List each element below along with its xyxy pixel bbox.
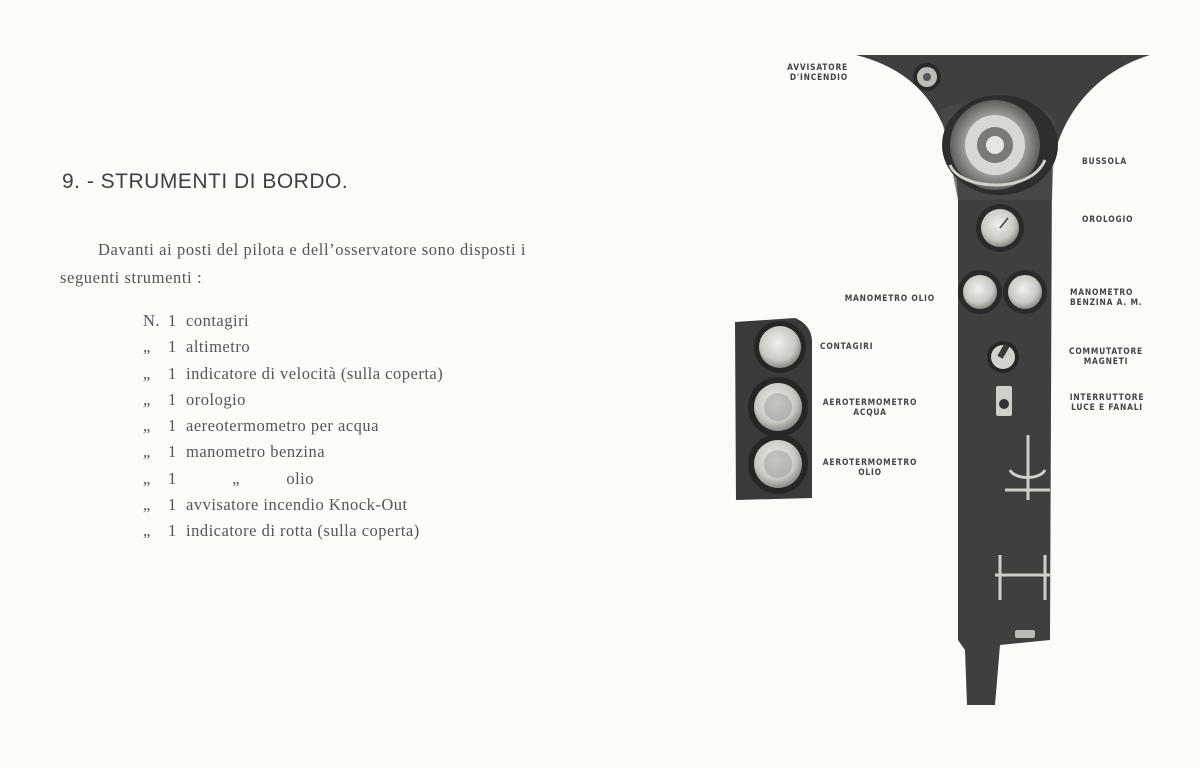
- label-aerotermometro-acqua: AEROTERMOMETRO ACQUA: [822, 397, 918, 417]
- item-prefix: „: [143, 337, 151, 357]
- item-quantity: 1: [168, 468, 177, 488]
- item-prefix: „: [143, 521, 151, 541]
- item-prefix: „: [143, 363, 151, 383]
- item-text: indicatore di velocità (sulla coperta): [186, 363, 444, 383]
- label-orologio: OROLOGIO: [1082, 214, 1134, 224]
- intro-paragraph: Davanti ai posti del pilota e dell’osservatore sono disposti i seguenti strumenti :: [60, 240, 527, 287]
- item-prefix: „: [143, 416, 151, 436]
- item-text: „ olio: [186, 468, 314, 488]
- clock-dial: [976, 204, 1024, 252]
- label-avvisatore: AVVISATORE D'INCENDIO: [787, 62, 848, 82]
- oil-thermometer-dial: [748, 434, 808, 494]
- label-manometro-olio: MANOMETRO OLIO: [844, 293, 935, 303]
- item-quantity: 1: [168, 363, 177, 383]
- light-switch: [996, 386, 1012, 416]
- item-text: altimetro: [186, 337, 251, 357]
- compass-dial: [942, 95, 1058, 195]
- item-quantity: 1: [168, 337, 177, 357]
- item-quantity: 1: [168, 521, 177, 541]
- item-prefix: N.: [143, 311, 161, 330]
- item-quantity: 1: [168, 389, 177, 409]
- item-text: orologio: [186, 389, 246, 409]
- item-prefix: „: [143, 442, 151, 462]
- fire-alarm-dial: [913, 63, 941, 91]
- item-prefix: „: [143, 468, 151, 488]
- item-quantity: 1: [168, 416, 177, 436]
- magneto-switch: [987, 341, 1019, 373]
- item-quantity: 1: [168, 442, 177, 462]
- label-interruttore: INTERRUTTORE LUCE E FANALI: [1069, 392, 1145, 412]
- item-text: manometro benzina: [186, 442, 326, 462]
- item-prefix: „: [143, 389, 151, 409]
- label-aerotermometro-olio: AEROTERMOMETRO OLIO: [822, 457, 918, 477]
- label-commutatore: COMMUTATORE MAGNETI: [1068, 346, 1143, 366]
- label-contagiri: CONTAGIRI: [820, 341, 874, 351]
- item-quantity: 1: [168, 495, 177, 515]
- item-text: indicatore di rotta (sulla coperta): [186, 521, 420, 541]
- rev-counter-dial: [754, 321, 806, 373]
- label-manometro-benzina: MANOMETRO BENZINA A. M.: [1070, 287, 1143, 307]
- item-prefix: „: [143, 495, 151, 515]
- section-heading: 9. - STRUMENTI DI BORDO.: [62, 170, 349, 193]
- item-text: avvisatore incendio Knock-Out: [186, 495, 408, 515]
- item-quantity: 1: [168, 311, 177, 330]
- label-bussola: BUSSOLA: [1082, 156, 1127, 166]
- water-thermometer-dial: [748, 377, 808, 437]
- item-text: aereotermometro per acqua: [186, 416, 379, 436]
- oil-pressure-gauge: [958, 270, 1002, 314]
- item-text: contagiri: [186, 311, 250, 330]
- fuel-pressure-gauge: [1003, 270, 1047, 314]
